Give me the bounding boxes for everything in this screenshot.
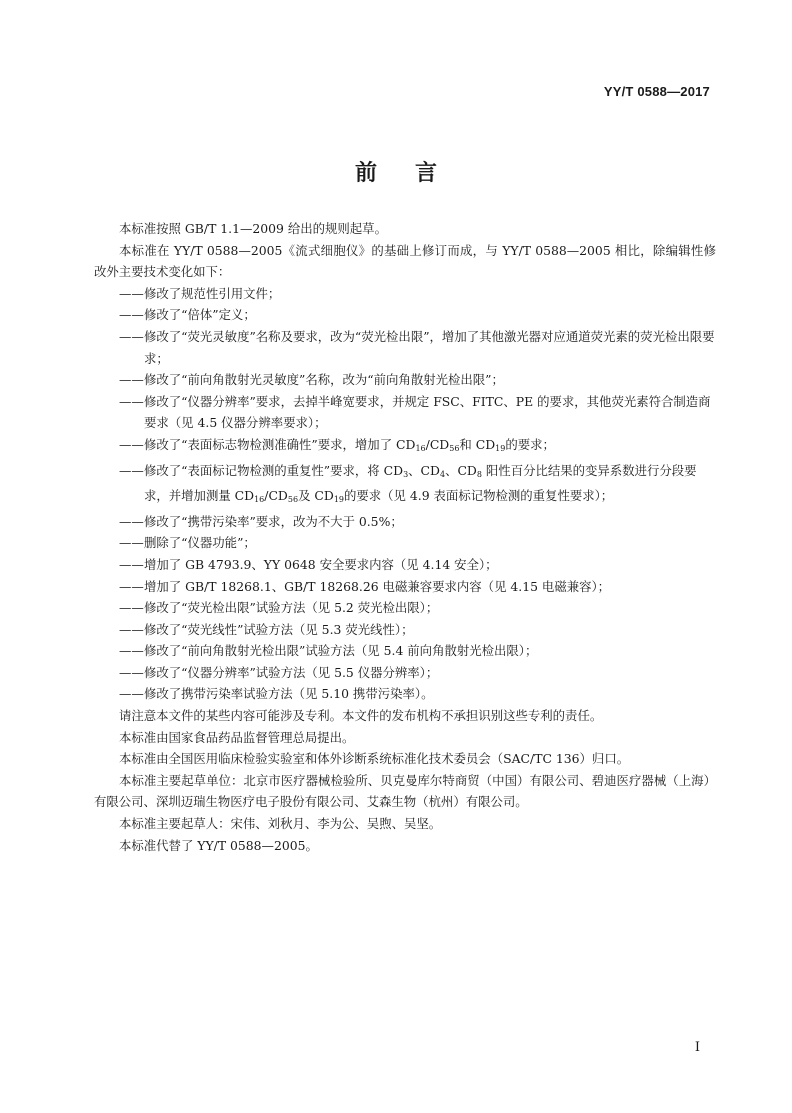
list-item: —— 修改了“前向角散射光灵敏度”名称，改为“前向角散射光检出限”；	[119, 372, 504, 388]
page-number: I	[694, 1040, 700, 1055]
list-item: —— 修改了“表面标志物检测准确性”要求，增加了 $CD_{16}/CD_{56}$和 $CD_{19}$的要求；	[119, 436, 555, 453]
list-item: —— 修改了“携带污染率”要求，改为不大于 0.5%；	[119, 513, 403, 529]
paragraph-drafting-rule: 本标准按照 GB/T 1.1—2009 给出的规则起草。	[119, 221, 387, 236]
list-item: —— 修改了“荧光检出限”试验方法（见 5.2 荧光检出限）；	[119, 600, 439, 616]
paragraph-committee: 本标准由全国医用临床检验实验室和体外诊断系统标准化技术委员会（SAC/TC 136）归口。	[119, 751, 630, 767]
list-item: —— 删除了“仪器功能”；	[119, 535, 256, 551]
standard-code: YY/T 0588—2017	[603, 84, 710, 99]
paragraph-replaces: 本标准代替了 YY/T 0588—2005。	[119, 837, 318, 853]
list-item: —— 修改了“仪器分辨率”试验方法（见 5.5 仪器分辨率）；	[119, 664, 439, 680]
paragraph-revision-intro: 本标准在 YY/T 0588—2005《流式细胞仪》的基础上修订而成，与 YY/T 0588—2005 相比，除编辑性修改外主要技术变化如下：	[94, 242, 716, 280]
list-item: —— 修改了“荧光灵敏度”名称及要求，改为“荧光检出限”，增加了其他激光器对应通道荧光素的荧光检出限要求；	[119, 328, 715, 366]
foreword-body	[94, 218, 716, 856]
paragraph-proposer: 本标准由国家食品药品监督管理总局提出。	[119, 729, 355, 745]
list-item: —— 修改了“荧光线性”试验方法（见 5.3 荧光线性）；	[119, 621, 414, 637]
list-item: —— 修改了“表面标记物检测的重复性”要求，将 $CD_3$、$CD_4$、$CD_8$ 阳性百分比结果的变异系数进行分段要求，并增加测量 $CD_{16}/CD_{56}$及 $CD_{19}$的要求（见 4.9 表面标记物检测的重复性要求）；	[119, 462, 697, 505]
list-item: —— 增加了 GB 4793.9、YY 0648 安全要求内容（见 4.14 安全）；	[119, 556, 498, 572]
list-item: —— 修改了规范性引用文件；	[119, 285, 281, 301]
list-item: —— 增加了 GB/T 18268.1、GB/T 18268.26 电磁兼容要求内容（见 4.15 电磁兼容）；	[119, 578, 611, 594]
list-item: —— 修改了“仪器分辨率”要求，去掉半峰宽要求，并规定 FSC、FITC、PE 的要求，其他荧光素符合制造商要求（见 4.5 仪器分辨率要求）；	[119, 393, 711, 431]
page-title: 前言	[354, 161, 475, 186]
list-item: —— 修改了“倍体”定义；	[119, 307, 256, 323]
paragraph-drafting-units: 本标准主要起草单位：北京市医疗器械检验所、贝克曼库尔特商贸（中国）有限公司、碧迪医疗器械（上海）有限公司、深圳迈瑞生物医疗电子股份有限公司、艾森生物（杭州）有限公司。	[94, 772, 716, 810]
paragraph-drafters: 本标准主要起草人：宋伟、刘秋月、李为公、吴煦、吴坚。	[119, 816, 442, 832]
paragraph-patent-notice: 请注意本文件的某些内容可能涉及专利。本文件的发布机构不承担识别这些专利的责任。	[119, 708, 603, 724]
list-item: —— 修改了“前向角散射光检出限”试验方法（见 5.4 前向角散射光检出限）；	[119, 643, 538, 659]
list-item: —— 修改了携带污染率试验方法（见 5.10 携带污染率）。	[119, 686, 434, 702]
